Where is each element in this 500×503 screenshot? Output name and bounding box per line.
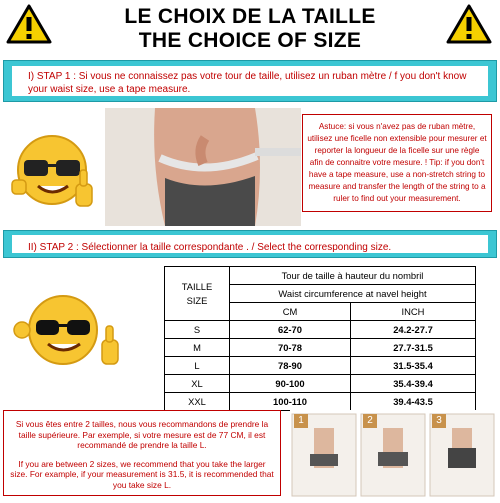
size-cell: XXL	[165, 393, 230, 411]
thumbs-up-icon	[102, 326, 118, 364]
size-recommendation-note	[3, 410, 281, 496]
warning-icon	[6, 4, 52, 44]
step-number: 3	[432, 414, 446, 428]
size-header: TAILLE SIZE	[165, 267, 230, 321]
note-french: Si vous êtes entre 2 tailles, nous vous recommandons de prendre la taille supérieure. Par exemple, si votre mesure est de 77 CM, il est recommandé de prendre la taille L.	[15, 419, 269, 450]
inch-cell: 31.5-35.4	[351, 357, 476, 375]
warning-icon	[446, 4, 492, 44]
table-row	[165, 375, 476, 393]
table-row	[165, 393, 476, 411]
cm-cell: 90-100	[230, 375, 351, 393]
sunglasses-emoji-icon	[8, 290, 128, 375]
size-cell: S	[165, 321, 230, 339]
inch-cell: 27.7-31.5	[351, 339, 476, 357]
cm-header: CM	[230, 303, 351, 321]
cm-cell: 70-78	[230, 339, 351, 357]
tip-box: Astuce: si vous n'avez pas de ruban mètre, utilisez une ficelle non extensible pour mesurer et reporter la longueur de la ficelle sur une règle afin de connaitre votre mesure. ! Tip: if you don't have a tape measure, use a non-stretch string to measure and transfer the length of the string to a ruler to find out your measurement.	[302, 114, 492, 212]
cm-cell: 100-110	[230, 393, 351, 411]
table-row	[165, 357, 476, 375]
inch-cell: 24.2-27.7	[351, 321, 476, 339]
sunglasses-emoji-icon	[10, 130, 100, 215]
step2-text: II) STAP 2 : Sélectionner la taille correspondante . / Select the corresponding size.	[28, 242, 392, 253]
inch-cell: 39.4-43.5	[351, 393, 476, 411]
title-english: THE CHOICE OF SIZE	[138, 29, 362, 52]
table-row	[165, 339, 476, 357]
table-row	[165, 321, 476, 339]
size-cell: XL	[165, 375, 230, 393]
size-cell: M	[165, 339, 230, 357]
fr-header: Tour de taille à hauteur du nombril	[230, 267, 476, 285]
cm-cell: 62-70	[230, 321, 351, 339]
en-header: Waist circumference at navel height	[230, 285, 476, 303]
step-number: 2	[363, 414, 377, 428]
title-french: LE CHOIX DE LA TAILLE	[124, 5, 376, 28]
steps-illustration	[290, 410, 496, 498]
waist-measurement-photo	[105, 108, 301, 226]
inch-header: INCH	[351, 303, 476, 321]
size-cell: L	[165, 357, 230, 375]
inch-cell: 35.4-39.4	[351, 375, 476, 393]
cm-cell: 78-90	[230, 357, 351, 375]
size-table	[164, 266, 476, 411]
note-english: If you are between 2 sizes, we recommend that you take the larger size. For example, if your measurement is 31.5, it is recommended that you take size L.	[10, 458, 274, 490]
step1-text: I) STAP 1 : Si vous ne connaissez pas votre tour de taille, utilisez un ruban mètre / f you don't know your waist size, use a tape measure.	[28, 71, 467, 95]
page-title	[60, 5, 440, 53]
step-number: 1	[294, 414, 308, 428]
